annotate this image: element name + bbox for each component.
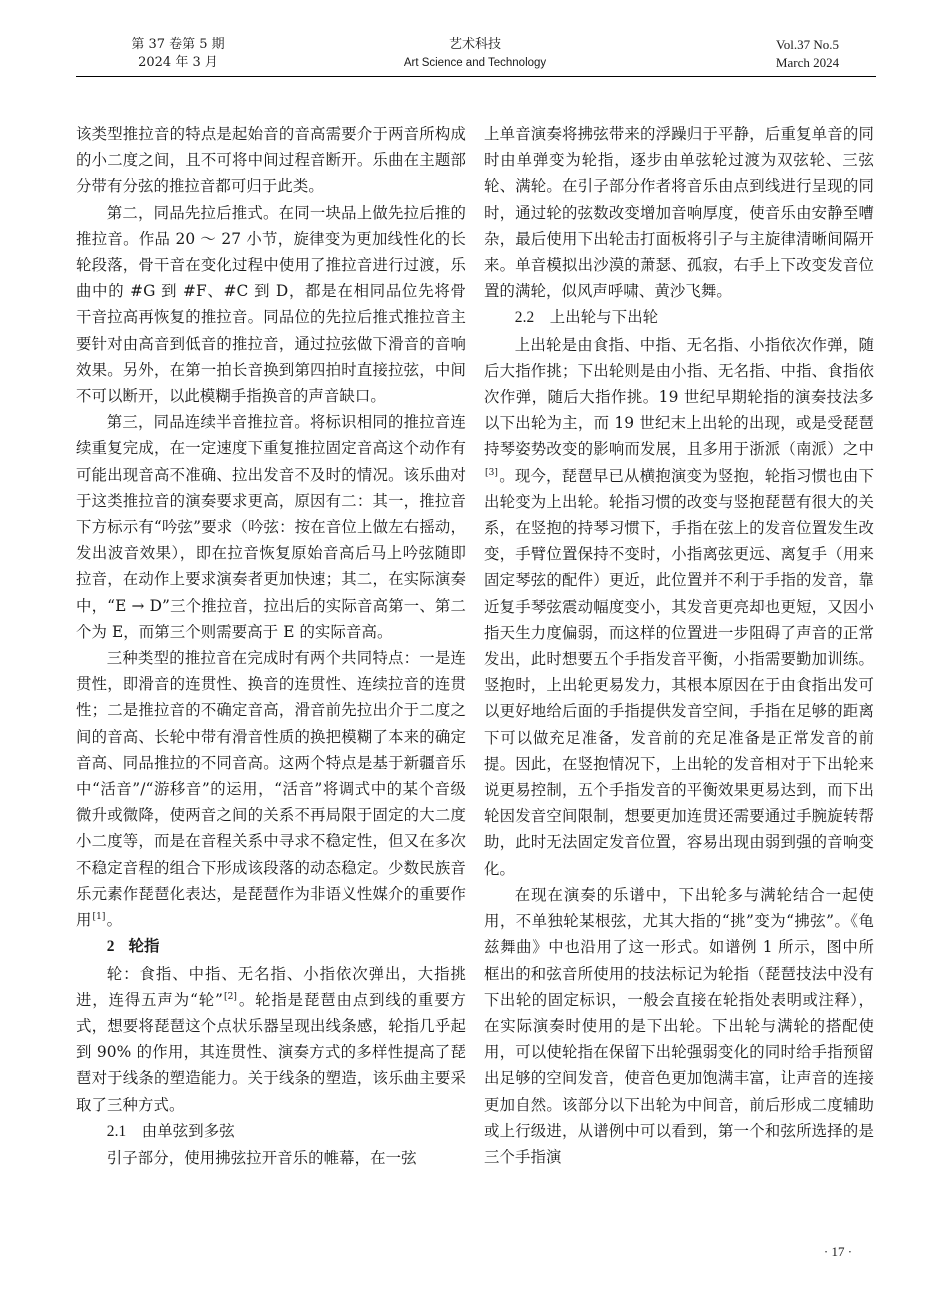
paragraph-text: 。轮指是琵琶由点到线的重要方式，想要将琵琶这个点状乐器呈现出线条感，轮指几乎起到 90% 的作用，其连贯性、演奏方式的多样性提高了琵琶对于线条的塑造能力。关于线条的塑造，该乐曲主要采取了三种方式。 bbox=[76, 990, 466, 1114]
paragraph-text: 轮：食指、中指、无名指、小指依次弹出，大指挑进，连得五声为“轮” bbox=[76, 964, 466, 1009]
section-number: 2 bbox=[106, 938, 115, 956]
subsection-number: 2.1 bbox=[106, 1122, 127, 1140]
header-left bbox=[113, 36, 243, 72]
paragraph: 上单音演奏将拂弦带来的浮躁归于平静，后重复单音的同时由单弹变为轮指，逐步由单弦轮过渡为双弦轮、三弦轮、满轮。在引子部分作者将音乐由点到线进行呈现的同时，通过轮的弦数改变增加音响厚度，使音乐由安静至嘈杂，最后使用下出轮击打面板将引子与主旋律清晰间隔开来。单音模拟出沙漠的萧瑟、孤寂，右手上下改变发音位置的满轮，似风声呼啸、黄沙飞舞。 bbox=[484, 125, 874, 301]
header-journal-en: Art Science and Technology bbox=[403, 57, 547, 69]
right-column bbox=[484, 121, 874, 1170]
subsection-number: 2.2 bbox=[514, 309, 535, 327]
subsection-title: 由单弦到多弦 bbox=[141, 1121, 235, 1140]
paragraph-end: 。 bbox=[106, 911, 123, 930]
citation-ref: [2] bbox=[223, 991, 238, 1002]
paragraph bbox=[76, 645, 466, 933]
paragraph-text: 。现今，琵琶早已从横抱演变为竖抱，轮指习惯也由下出轮变为上出轮。轮指习惯的改变与竖抱琵琶有很大的关系，在竖抱的持琴习惯下，手指在弦上的发音位置发生改变，手臂位置保持不变时，小指离弦更远、离复手（用来固定琴弦的配件）更近，此位置并不利于手指的发音，靠近复手琴弦震动幅度变小，其发音更亮却也更短，又因小指天生力度偏弱，而这样的位置进一步阻碍了声音的正常发出，此时想要五个手指发音平衡，小指需要勤加训练。竖抱时，上出轮更易发力，其根本原因在于由食指出发可以更好地给后面的手指提供发音空间，手指在足够的距离下可以做充足准备，发音前的充足准备是正常发音的前提。因此，在竖抱情况下，上出轮的发音相对于下出轮来说更易控制，五个手指发音的平衡效果更易达到，而下出轮因发音空间限制，想要更加连贯还需要通过手腕旋转帮助，此时无法固定发音位置，容易出现由弱到强的音响变化。 bbox=[484, 466, 874, 878]
paragraph: 第三，同品连续半音推拉音。将标识相同的推拉音连续重复完成，在一定速度下重复推拉固定音高这个动作有可能出现音高不准确、拉出发音不及时的情况。该乐曲对于这类推拉音的演奏要求更高，原因有二：其一，推拉音下方标示有“吟弦”要求（吟弦：按在音位上做左右摇动，发出波音效果），即在拉音恢复原始音高后马上吟弦随即拉音，在动作上要求演奏者更加快速；其二，在实际演奏中，“E → D”三个推拉音，拉出后的实际音高第一、第二个为 E，而第三个则需要高于 E 的实际音高。 bbox=[76, 413, 466, 641]
subsection-heading bbox=[76, 1118, 466, 1145]
header-date-cn: 2024 年 3 月 bbox=[138, 55, 218, 70]
paragraph: 第二，同品先拉后推式。在同一块品上做先拉后推的推拉音。作品 20 ～ 27 小节，旋律变为更加线性化的长轮段落，骨干音在变化过程中使用了推拉音进行过渡，乐曲中的 #G 到 #F、#C 到 D，都是在相同品位先将骨干音拉高再恢复的推拉音。同品位的先拉后推式推拉音主要针对由高音到低音的推拉音，通过拉弦做下滑音的音响效果。另外，在第一拍长音换到第四拍时直接拉弦，中间不可以断开，以此模糊手指换音的声音缺口。 bbox=[76, 203, 466, 406]
header-right bbox=[740, 36, 875, 72]
journal-header bbox=[0, 0, 950, 80]
paragraph bbox=[484, 332, 874, 882]
subsection-title: 上出轮与下出轮 bbox=[549, 308, 659, 327]
header-center bbox=[375, 36, 575, 72]
citation-ref: [3] bbox=[485, 467, 499, 478]
header-volume: 第 37 卷第 5 期 bbox=[131, 37, 225, 52]
section-title: 轮指 bbox=[128, 937, 160, 956]
paragraph: 该类型推拉音的特点是起始音的音高需要介于两音所构成的小二度之间，且不可将中间过程音断开。乐曲在主题部分带有分弦的推拉音都可归于此类。 bbox=[76, 125, 466, 196]
subsection-heading bbox=[484, 304, 874, 331]
paragraph-text: 三种类型的推拉音在完成时有两个共同特点：一是连贯性，即滑音的连贯性、换音的连贯性、连续拉音的连贯性；二是推拉音的不确定音高，滑音前先拉出介于二度之间的音高、长轮中带有滑音性质的换把模糊了本来的确定音高、同品推拉的不同音高。这两个特点是基于新疆音乐中“活音”/“游移音”的运用，“活音”将调式中的某个音级微升或微降，使两音之间的关系不再局限于固定的大二度小二度等，而是在音程关系中寻求不稳定性，但又在多次不稳定音程的组合下形成该段落的动态稳定。少数民族音乐元素作琵琶化表达，是琵琶作为非语义性媒介的重要作用 bbox=[76, 649, 466, 930]
citation-ref: [1] bbox=[92, 912, 106, 923]
header-date-en: March 2024 bbox=[775, 55, 840, 70]
header-volume-en: Vol.37 No.5 bbox=[776, 37, 839, 52]
section-heading bbox=[76, 933, 466, 960]
header-journal-cn: 艺术科技 bbox=[448, 37, 501, 52]
paragraph-text: 上出轮是由食指、中指、无名指、小指依次作弹，随后大指作挑；下出轮则是由小指、无名指、中指、食指依次作弹，随后大指作挑。19 世纪早期轮指的演奏技法多以下出轮为主，而 19 世纪末上出轮的出现，或是受琵琶持琴姿势改变的影响而发展，且多用于浙派（南派）之中 bbox=[484, 335, 874, 459]
left-column bbox=[76, 121, 466, 1171]
paragraph: 在现在演奏的乐谱中，下出轮多与满轮结合一起使用，不单独轮某根弦，尤其大指的“挑”变为“拂弦”。《龟兹舞曲》中也沿用了这一形式。如谱例 1 所示，图中所框出的和弦音所使用的技法标记为轮指（琵琶技法中没有下出轮的固定标识，一般会直接在轮指处表明或注释），在实际演奏时使用的是下出轮。下出轮与满轮的搭配使用，可以使轮指在保留下出轮强弱变化的同时给手指预留出足够的空间发音，使音色更加饱满丰富，让声音的连接更加自然。该部分以下出轮为中间音，前后形成二度辅助或上行级进，从谱例中可以看到，第一个和弦所选择的是三个手指演 bbox=[484, 885, 874, 1166]
header-rule bbox=[76, 76, 876, 77]
paragraph: 引子部分，使用拂弦拉开音乐的帷幕，在一弦 bbox=[106, 1148, 417, 1167]
paragraph bbox=[76, 961, 466, 1118]
page-number: · 17 · bbox=[823, 1244, 853, 1259]
